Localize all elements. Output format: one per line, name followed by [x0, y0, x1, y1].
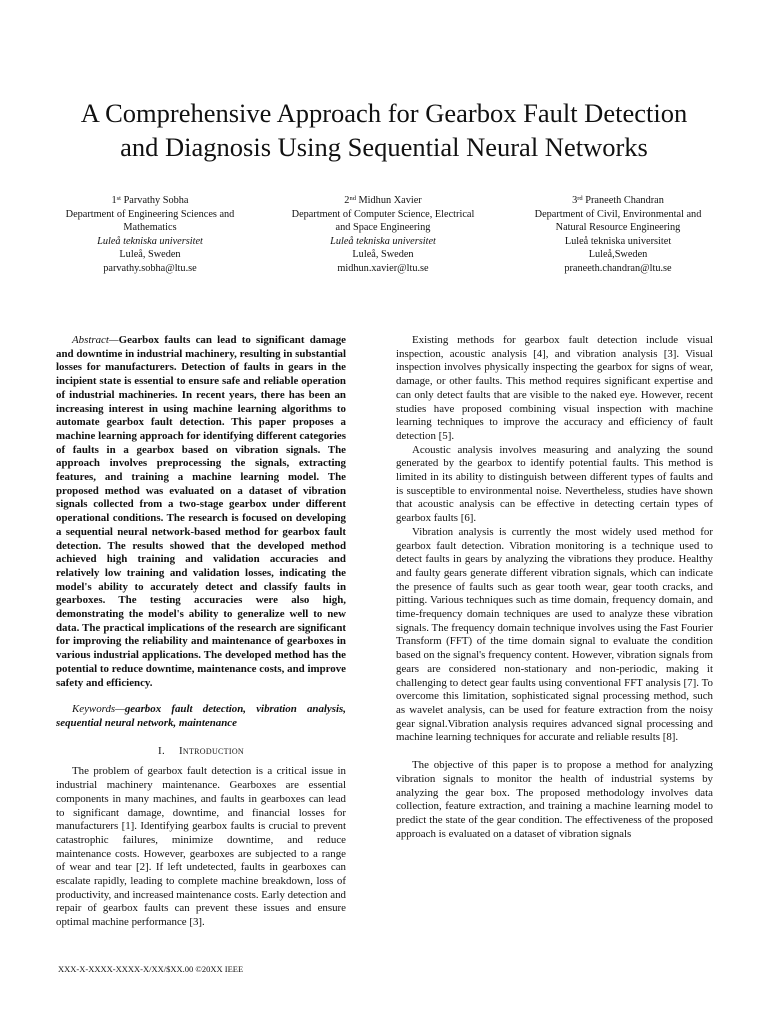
- author-email: midhun.xavier@ltu.se: [337, 262, 429, 274]
- author-department: Department of Computer Science, Electrical and Space Engineering: [291, 208, 475, 234]
- author-department: Department of Engineering Sciences and Mathematics: [65, 208, 235, 234]
- abstract-text: Gearbox faults can lead to significant damage and downtime in industrial machinery, resulting in substantial losses for manufacturers. Detection of faults in gears in the incipient state is essential to ensure safe and reliable operation of industrial machineries. In recent years, there has been an increasing interest in using machine learning algorithms to automate gearbox fault detection. This paper proposes a machine learning approach for identifying different categories of faults in a gearbox based on vibration signals. The approach involves preprocessing the signals, extracting features, and training a machine learning model. The proposed method was evaluated on a dataset of vibration signals collected from a two-stage gearbox under different operational conditions. The research is focused on developing a sequential neural network-based method for gearbox fault detection. The results showed that the developed method achieved high training and validation accuracies and relatively low training and validation losses, indicating the model's ability to accurately detect and classify faults in gearboxes. The testing accuracies were also high, demonstrating the model's ability to generalize well to new data. The practical implications of the research are significant for improving the reliability and maintenance of gearboxes in various industrial applications. The developed method has the potential to reduce downtime, maintenance costs, and improve safety and efficiency.: [56, 334, 346, 689]
- author-university: Luleå tekniska universitet: [564, 235, 672, 247]
- abstract-label: Abstract—: [72, 334, 119, 346]
- section-number: I.: [158, 744, 165, 757]
- author-email: praneeth.chandran@ltu.se: [564, 262, 672, 274]
- author-block-3: [518, 194, 718, 276]
- paper-title: A Comprehensive Approach for Gearbox Fault Detection and Diagnosis Using Sequential Neural Networks: [80, 97, 688, 162]
- author-name: 2nd Midhun Xavier: [344, 195, 422, 206]
- author-city: Luleå, Sweden: [119, 249, 181, 261]
- copyright-footer: XXX-X-XXXX-XXXX-X/XX/$XX.00 ©20XX IEEE: [58, 964, 244, 974]
- left-column: [56, 334, 346, 930]
- keywords: [56, 703, 346, 730]
- author-block-1: [50, 194, 250, 276]
- keywords-label: Keywords—: [72, 703, 125, 716]
- author-department: Department of Civil, Environmental and Natural Resource Engineering: [534, 208, 702, 234]
- author-name: 1st Parvathy Sobha: [111, 195, 189, 206]
- author-email: parvathy.sobha@ltu.se: [103, 262, 197, 274]
- body-paragraph: Acoustic analysis involves measuring and analyzing the sound generated by the gearbox to identify potential faults. This method is limited in its ability to distinguish between different types of faults and is susceptible to environmental noise. Nevertheless, studies have shown that acoustic analysis can be effective in detecting certain types of gearbox faults [6].: [396, 443, 713, 525]
- body-paragraph: The objective of this paper is to propose a method for analyzing vibration signals to monitor the health of industrial systems by analyzing the gear box. The proposed methodology involves data collection, feature extraction, and training a machine learning model to predict the state of the gear condition. The effectiveness of the proposed approach is evaluated on a dataset of vibration signals: [396, 759, 713, 840]
- author-university: Luleå tekniska universitet: [330, 235, 436, 247]
- keywords-text: gearbox fault detection, vibration analysis, sequential neural network, maintenance: [56, 703, 346, 729]
- section-heading: [56, 745, 346, 759]
- author-block-2: [283, 194, 483, 276]
- author-city: Luleå,Sweden: [588, 249, 648, 261]
- author-city: Luleå, Sweden: [352, 249, 414, 261]
- author-name: 3rd Praneeth Chandran: [572, 195, 664, 206]
- right-column: [396, 334, 713, 841]
- body-paragraph: Vibration analysis is currently the most widely used method for gearbox fault detection. Vibration monitoring is a technique used to detect faults in gears by analyzing the vibrations they produce. Healthy and faulty gears generate different vibration signals, which can indicate the presence of faults such as gear tooth wear, gear tooth cracks, and pitting. Various techniques such as time domain, frequency domain, and time-frequency domain techniques are used to analyze these vibration signals. The frequency domain technique involves using the Fast Fourier Transform (FFT) of the time domain signal to evaluate the condition based on the signal's frequency content. However, vibration signals from gears are considered non-stationary and non-periodic, making it challenging to detect gear faults using conventional FFT analysis [7]. To overcome this limitation, sophisticated signal processing method, such as wavelet analysis, can be used for feature extraction from the noisy gear signal.Vibration analysis requires advanced signal processing and machine learning techniques for accurate and reliable results [8].: [396, 525, 713, 744]
- intro-paragraph: The problem of gearbox fault detection is a critical issue in industrial machinery maintenance. Gearboxes are essential components in many machines, and faults in gearboxes can lead to significant damage, downtime, and financial losses for manufacturers [1]. Identifying gearbox faults is crucial to prevent catastrophic failures, minimize downtime, and reduce maintenance costs. However, gearboxes are subjected to a range of wear and tear [2]. If left undetected, faults in gearboxes can escalate rapidly, leading to complete machine breakdown, loss of productivity, and increased maintenance costs. Early detection and repair of gearbox faults can prevent these issues and ensure optimal machine performance [3].: [56, 765, 346, 929]
- abstract: [56, 334, 346, 690]
- author-university: Luleå tekniska universitet: [97, 235, 203, 247]
- body-paragraph: Existing methods for gearbox fault detection include visual inspection, acoustic analysis [4], and vibration analysis [3]. Visual inspection involves physically inspecting the gearbox for signs of wear, damage, or other faults. This method requires significant expertise and can only detect faults that are visible to the naked eye. However, recent studies have proposed combining visual inspection with machine learning techniques to improve the accuracy and efficiency of fault detection [5].: [396, 334, 713, 442]
- section-title: Introduction: [178, 744, 244, 757]
